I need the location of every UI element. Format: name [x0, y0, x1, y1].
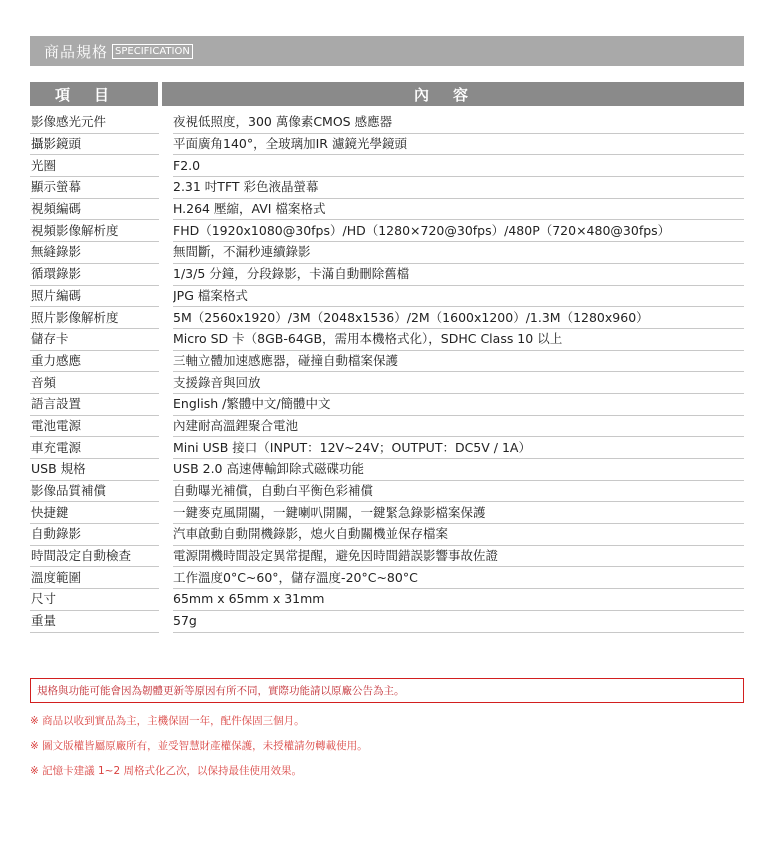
firmware-notice: 規格與功能可能會因為韌體更新等原因有所不同，實際功能請以原廠公告為主。 — [30, 678, 744, 703]
spec-row — [30, 198, 744, 220]
spec-key: 音頻 — [30, 372, 159, 394]
spec-value: 5M（2560x1920）/3M（2048x1536）/2M（1600x1200）/1.3M（1280x960） — [173, 307, 744, 329]
spec-key: 影像品質補償 — [30, 480, 159, 502]
column-header-content: 內容 — [162, 82, 744, 106]
spec-row — [30, 285, 744, 307]
spec-row — [30, 307, 744, 329]
spec-row — [30, 263, 744, 285]
spec-row — [30, 502, 744, 524]
spec-key: 自動錄影 — [30, 524, 159, 546]
spec-value: 支援錄音與回放 — [173, 372, 744, 394]
spec-row — [30, 155, 744, 177]
spec-row — [30, 350, 744, 372]
spec-key: 時間設定自動檢查 — [30, 545, 159, 567]
spec-title-en: SPECIFICATION — [112, 44, 193, 59]
spec-key: 光圈 — [30, 155, 159, 177]
spec-key: 照片影像解析度 — [30, 307, 159, 329]
spec-value: 1/3/5 分鐘，分段錄影，卡滿自動刪除舊檔 — [173, 263, 744, 285]
spec-gap — [159, 415, 173, 437]
spec-key: 視頻編碼 — [30, 198, 159, 220]
spec-key: 照片編碼 — [30, 285, 159, 307]
spec-value: Mini USB 接口（INPUT：12V~24V；OUTPUT：DC5V / 1A） — [173, 437, 744, 459]
spec-gap — [159, 610, 173, 632]
spec-row — [30, 177, 744, 199]
spec-key: 重力感應 — [30, 350, 159, 372]
spec-key: 儲存卡 — [30, 328, 159, 350]
spec-gap — [159, 524, 173, 546]
spec-value: 內建耐高溫鋰聚合電池 — [173, 415, 744, 437]
spec-table — [30, 112, 744, 633]
spec-key: 視頻影像解析度 — [30, 220, 159, 242]
note-item: ※ 記憶卡建議 1~2 周格式化乙次，以保持最佳使用效果。 — [30, 765, 302, 777]
spec-gap — [159, 112, 173, 133]
spec-value: 無間斷，不漏秒連續錄影 — [173, 242, 744, 264]
column-header-item: 項目 — [30, 82, 158, 106]
spec-gap — [159, 459, 173, 481]
spec-gap — [159, 437, 173, 459]
spec-gap — [159, 220, 173, 242]
spec-key: 顯示螢幕 — [30, 177, 159, 199]
note-item: ※ 圖文版權皆屬原廠所有，並受智慧財產權保護，未授權請勿轉載使用。 — [30, 740, 368, 752]
spec-value: 57g — [173, 610, 744, 632]
spec-title-bar — [30, 36, 744, 66]
spec-row — [30, 393, 744, 415]
spec-key: 重量 — [30, 610, 159, 632]
spec-gap — [159, 393, 173, 415]
spec-row — [30, 567, 744, 589]
spec-row — [30, 372, 744, 394]
spec-row — [30, 459, 744, 481]
spec-key: 循環錄影 — [30, 263, 159, 285]
spec-value: 65mm x 65mm x 31mm — [173, 589, 744, 611]
spec-value: 一鍵麥克風開關，一鍵喇叭開關，一鍵緊急錄影檔案保護 — [173, 502, 744, 524]
spec-gap — [159, 328, 173, 350]
spec-gap — [159, 133, 173, 155]
spec-gap — [159, 567, 173, 589]
spec-key: 尺寸 — [30, 589, 159, 611]
spec-value: English /繁體中文/簡體中文 — [173, 393, 744, 415]
spec-value: 三軸立體加速感應器，碰撞自動檔案保護 — [173, 350, 744, 372]
table-header — [30, 82, 744, 106]
spec-value: 自動曝光補償，自動白平衡色彩補償 — [173, 480, 744, 502]
spec-value: 汽車啟動自動開機錄影，熄火自動關機並保存檔案 — [173, 524, 744, 546]
spec-row — [30, 610, 744, 632]
spec-row — [30, 589, 744, 611]
spec-key: USB 規格 — [30, 459, 159, 481]
spec-gap — [159, 307, 173, 329]
spec-gap — [159, 285, 173, 307]
spec-key: 車充電源 — [30, 437, 159, 459]
spec-gap — [159, 372, 173, 394]
spec-row — [30, 328, 744, 350]
spec-value: 夜視低照度，300 萬像素CMOS 感應器 — [173, 112, 744, 133]
spec-gap — [159, 545, 173, 567]
spec-key: 影像感光元件 — [30, 112, 159, 133]
spec-row — [30, 112, 744, 133]
spec-value: JPG 檔案格式 — [173, 285, 744, 307]
spec-gap — [159, 177, 173, 199]
spec-row — [30, 415, 744, 437]
spec-key: 無縫錄影 — [30, 242, 159, 264]
spec-gap — [159, 242, 173, 264]
spec-value: 工作溫度0°C~60°，儲存溫度-20°C~80°C — [173, 567, 744, 589]
spec-key: 電池電源 — [30, 415, 159, 437]
spec-key: 語言設置 — [30, 393, 159, 415]
spec-gap — [159, 198, 173, 220]
spec-value: Micro SD 卡（8GB-64GB，需用本機格式化），SDHC Class 10 以上 — [173, 328, 744, 350]
spec-row — [30, 220, 744, 242]
spec-value: 平面廣角140°，全玻璃加IR 濾鏡光學鏡頭 — [173, 133, 744, 155]
spec-gap — [159, 263, 173, 285]
spec-gap — [159, 155, 173, 177]
spec-key: 快捷鍵 — [30, 502, 159, 524]
spec-title: 商品規格 — [44, 42, 109, 61]
spec-gap — [159, 350, 173, 372]
spec-key: 溫度範圍 — [30, 567, 159, 589]
spec-value: H.264 壓縮，AVI 檔案格式 — [173, 198, 744, 220]
spec-row — [30, 437, 744, 459]
spec-row — [30, 524, 744, 546]
spec-row — [30, 480, 744, 502]
spec-row — [30, 133, 744, 155]
spec-value: 電源開機時間設定異常提醒，避免因時間錯誤影響事故佐證 — [173, 545, 744, 567]
spec-value: FHD（1920x1080@30fps）/HD（1280×720@30fps）/480P（720×480@30fps） — [173, 220, 744, 242]
spec-value: F2.0 — [173, 155, 744, 177]
spec-key: 攝影鏡頭 — [30, 133, 159, 155]
notes-list — [30, 713, 744, 788]
spec-value: 2.31 吋TFT 彩色液晶螢幕 — [173, 177, 744, 199]
spec-value: USB 2.0 高速傳輸卸除式磁碟功能 — [173, 459, 744, 481]
spec-row — [30, 545, 744, 567]
spec-gap — [159, 480, 173, 502]
spec-gap — [159, 502, 173, 524]
note-item: ※ 商品以收到實品為主，主機保固一年，配件保固三個月。 — [30, 715, 305, 727]
spec-gap — [159, 589, 173, 611]
spec-row — [30, 242, 744, 264]
